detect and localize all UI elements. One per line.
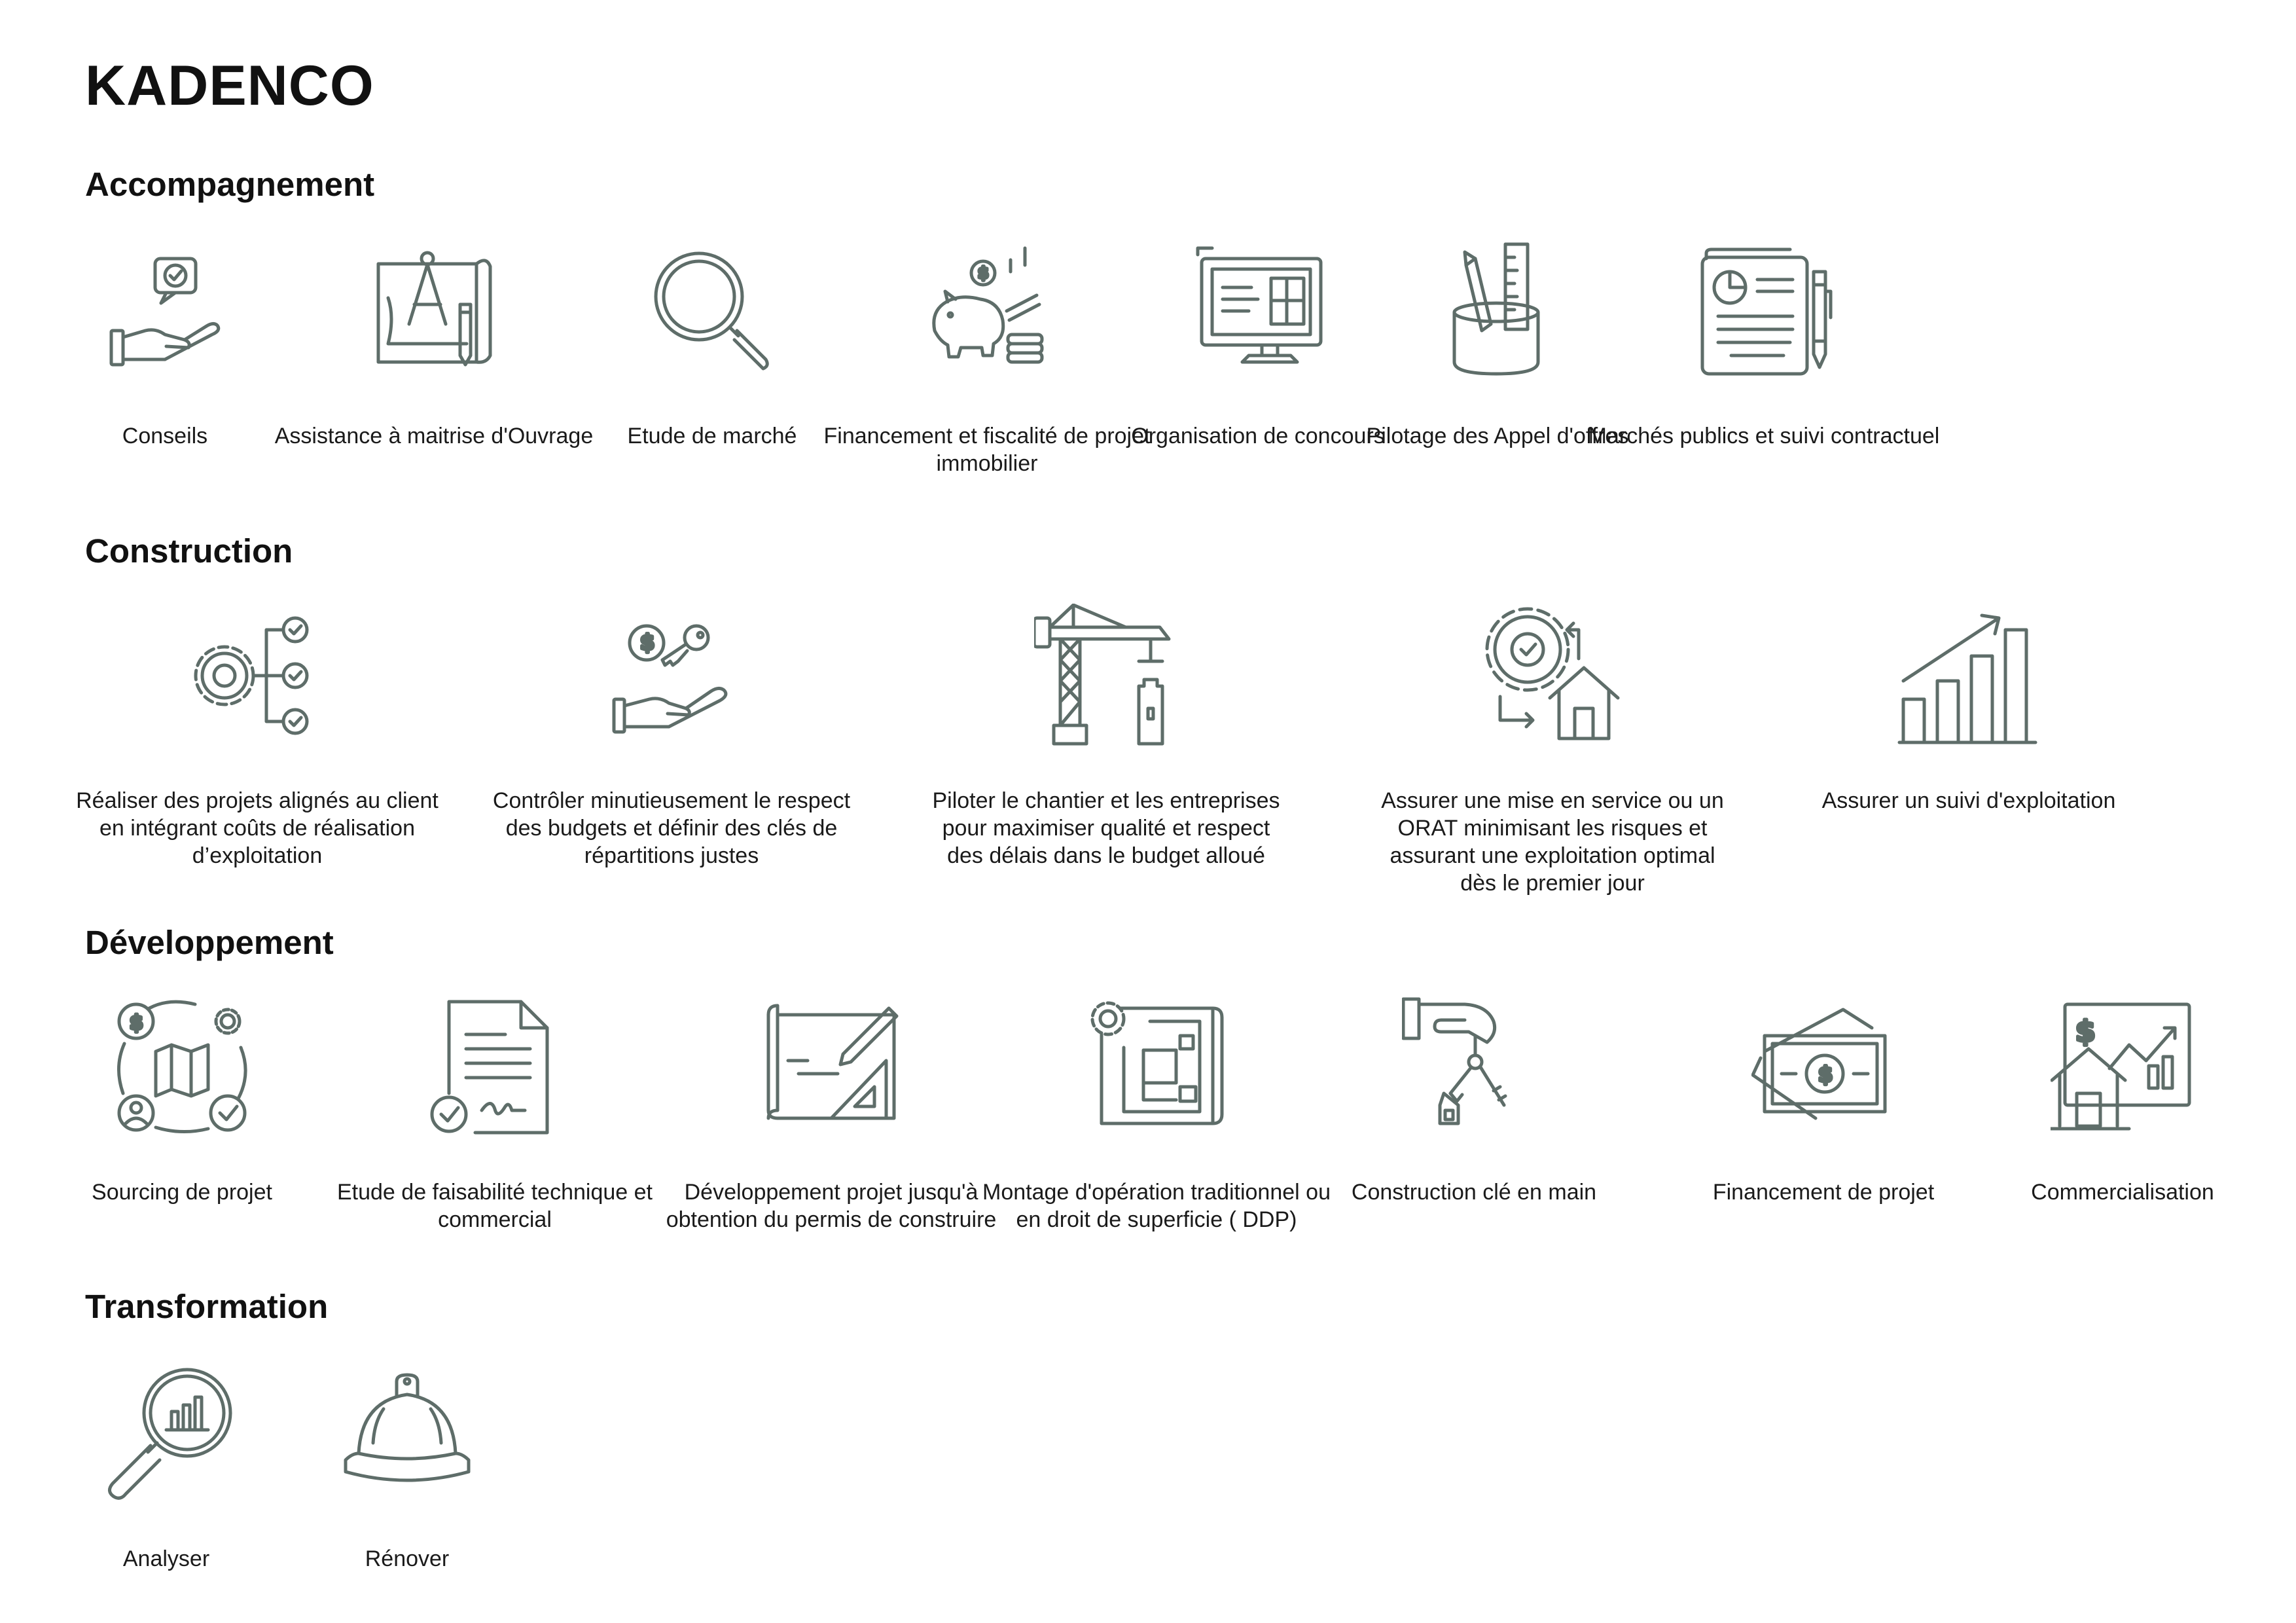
service-label: Développement projet jusqu'à obtention du permis de construire — [666, 1180, 997, 1232]
contract-signature-icon — [423, 995, 567, 1139]
service-label: Assurer un suivi d'exploitation — [1821, 788, 2116, 813]
service-sourcing — [0, 995, 365, 1206]
growth-chart-icon — [1897, 604, 2041, 748]
service-label: Pilotage des Appel d'offres — [1366, 424, 1629, 448]
service-label: Conseils — [122, 424, 208, 448]
section-heading-construction: Construction — [85, 532, 293, 570]
service-label: Commercialisation — [2031, 1180, 2214, 1205]
hard-hat-icon — [335, 1362, 479, 1506]
gear-house-icon — [1480, 604, 1624, 748]
service-projets-alignes — [74, 604, 440, 869]
svg-text:$: $ — [978, 264, 989, 282]
svg-text:$: $ — [2075, 1015, 2096, 1048]
piggy-bank-coins-icon — [915, 239, 1059, 383]
service-etude-faisabilite — [312, 995, 678, 1233]
magnifier-icon — [640, 239, 784, 383]
real-estate-chart-icon — [2051, 995, 2195, 1139]
service-label: Assistance à maitrise d'Ouvrage — [274, 424, 594, 448]
banknotes-icon — [1751, 995, 1895, 1139]
service-label: Organisation de concours — [1131, 424, 1385, 448]
service-label: Montage d'opération traditionnel ou en droit de superficie ( DDP) — [982, 1180, 1331, 1232]
service-label: Rénover — [365, 1546, 450, 1571]
tower-crane-icon — [1034, 604, 1178, 748]
section-heading-accompagnement: Accompagnement — [85, 166, 375, 203]
blueprint-compass-icon — [362, 239, 506, 383]
service-label: Etude de marché — [627, 424, 797, 448]
service-label: Sourcing de projet — [92, 1180, 272, 1205]
sourcing-cycle-icon — [110, 995, 254, 1139]
gear-checklist-icon — [185, 604, 329, 748]
service-suivi-exploitation — [1785, 604, 2152, 814]
service-montage-operation — [973, 995, 1340, 1233]
service-developpement-projet — [648, 995, 1014, 1233]
service-controle-budgets — [488, 604, 855, 869]
section-heading-developpement: Développement — [85, 924, 334, 961]
page-title: KADENCO — [85, 54, 374, 117]
service-marches-publics — [1581, 239, 1947, 450]
magnifier-chart-icon — [94, 1362, 238, 1506]
service-label: Financement de projet — [1712, 1180, 1935, 1205]
service-label: Analyser — [122, 1546, 210, 1571]
svg-text:$: $ — [1818, 1062, 1833, 1087]
service-label: Piloter le chantier et les entreprises pour maximiser qualité et respect des délais dans le budget alloué — [932, 788, 1280, 868]
service-construction-cle-en-main — [1291, 995, 1657, 1206]
service-label: Marchés publics et suivi contractuel — [1588, 424, 1940, 448]
hand-coin-key-icon — [600, 604, 744, 748]
section-heading-transformation: Transformation — [85, 1288, 329, 1325]
service-label: Etude de faisabilité technique et commercial — [336, 1180, 653, 1232]
svg-text:$: $ — [130, 1012, 143, 1034]
floor-plan-gear-icon — [1085, 995, 1229, 1139]
drafting-board-icon — [759, 995, 903, 1139]
service-label: Réaliser des projets alignés au client en intégrant coûts de réalisation d’exploitation — [76, 788, 439, 868]
document-pen-icon — [1692, 239, 1836, 383]
service-mise-en-service — [1369, 604, 1736, 897]
monitor-plan-icon — [1186, 239, 1330, 383]
service-commercialisation — [1939, 995, 2296, 1206]
service-label: Assurer une mise en service ou un ORAT minimisant les risques et assurant une exploitation optimal dès le premier jour — [1381, 788, 1724, 896]
service-piloter-chantier — [923, 604, 1289, 869]
pencil-cup-icon — [1426, 239, 1570, 383]
svg-text:$: $ — [640, 630, 655, 655]
hand-checkmark-bubble-icon — [93, 239, 237, 383]
service-label: Financement et fiscalité de projet immobilier — [823, 424, 1151, 476]
service-label: Construction clé en main — [1351, 1180, 1597, 1205]
service-label: Contrôler minutieusement le respect des budgets et définir des clés de répartitions justes — [492, 788, 851, 868]
hand-keys-icon — [1402, 995, 1546, 1139]
service-renover — [224, 1362, 590, 1573]
